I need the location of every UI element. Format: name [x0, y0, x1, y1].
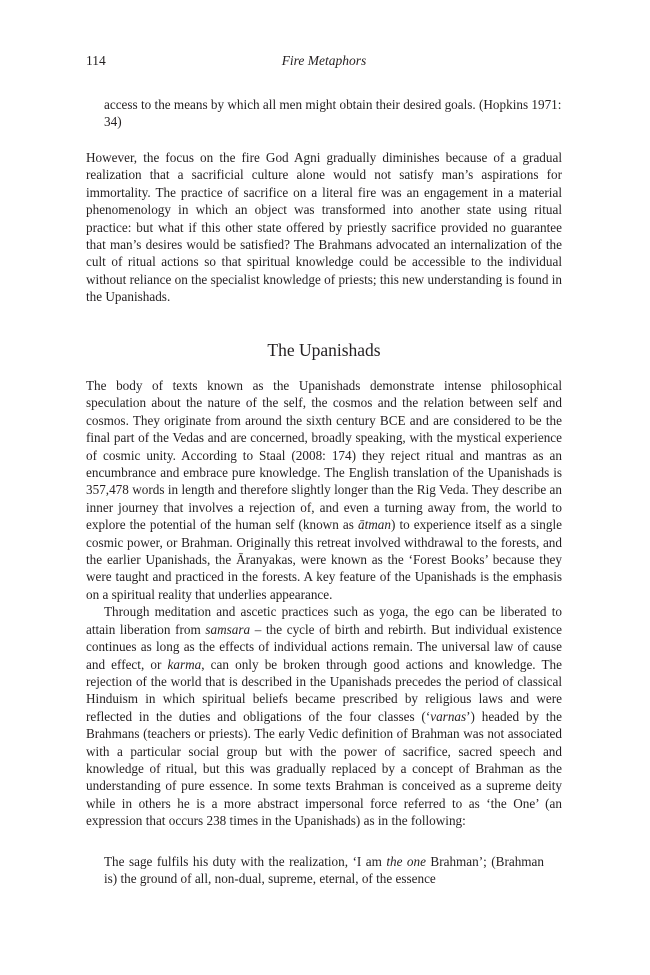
- paragraph-upanishads-intro-part2: ) to experience itself as a single cosmic power, or Brahman. Originally this retreat involved withdrawal to the forests, and the earlier Upanishads, the Āranyakas, were known as the ‘Forest Books’ because they were taught and practiced in the forests. A key feature of the Upanishads is the emphasis on a spiritual reality that underlies appearance.: [86, 517, 562, 602]
- quote-bottom-text: [104, 853, 544, 888]
- term-karma: karma: [167, 656, 202, 672]
- quote-bottom-the-one: the one: [386, 854, 426, 869]
- term-samsara: samsara: [205, 621, 251, 637]
- paragraph-group-upanishads: [86, 377, 562, 830]
- paragraph-liberation-part1: Through meditation and ascetic practices such as yoga, the ego can be liberated to attain liberation from: [86, 604, 562, 637]
- block-quote-bottom: [104, 853, 544, 888]
- paragraph-liberation-part3: , can only be broken through good actions and knowledge. The rejection of the world that is described in the Upanishads precedes the period of classical Hinduism in which spiritual beliefs became prescribed by religious laws and were reflected in the duties and obligations of the four classes (‘: [86, 656, 563, 724]
- paragraph-upanishads-intro-part1: The body of texts known as the Upanishads demonstrate intense philosophical speculation about the nature of the self, the cosmos and the relation between self and cosmos. They originate from around the sixth century BCE and are considered to be the final part of the Vedas and are concerned, broadly speaking, with the mystical experience of cosmic unity. According to Staal (2008: 174) they reject ritual and mantras as an encumbrance and embrace pure knowledge. The English translation of the Upanishads is 357,478 words in length and therefore slightly longer than the Rig Veda. They describe an inner journey that involves a rejection of, and even a turning away from, the world to explore the potential of the human self (known as: [86, 378, 562, 533]
- paragraph-liberation-part2: – the cycle of birth and rebirth. But individual existence continues as long as the effects of individual actions remain. The universal law of cause and effect, or: [86, 621, 562, 672]
- quote-bottom-part2: Brahman’; (Brahman is) the ground of all, non-dual, supreme, eternal, of the essence: [104, 854, 544, 887]
- running-head: [86, 53, 562, 71]
- paragraph-upanishads-intro: [86, 377, 562, 603]
- term-varnas: varnas: [430, 708, 467, 724]
- running-title: Fire Metaphors: [281, 53, 367, 68]
- quote-bottom-part1: The sage fulfils his duty with the realization, ‘I am: [104, 854, 387, 869]
- term-atman: ātman: [357, 517, 391, 533]
- block-quote-top: [104, 96, 562, 131]
- quote-top-text: access to the means by which all men might obtain their desired goals. (Hopkins 1971: 34): [104, 97, 562, 130]
- section-heading: The Upanishads: [267, 340, 381, 360]
- paragraph-liberation: [86, 603, 562, 829]
- paragraph-agni: [86, 149, 562, 306]
- page-number: 114: [86, 53, 106, 68]
- paragraph-liberation-part4: ’) headed by the Brahmans (teachers or priests). The early Vedic definition of Brahman was not associated with a particular social group but with the power of sacrifice, sacred speech and knowledge of ritual, but this was gradually replaced by a concept of Brahman as the understanding of pure essence. In some texts Brahman is conceived as a supreme deity while in others he is a more abstract impersonal force referred to as ‘the One’ (an expression that occurs 238 times in the Upanishads) as in the following:: [86, 708, 562, 829]
- paragraph-agni-text: However, the focus on the fire God Agni gradually diminishes because of a gradual realization that a sacrificial culture alone would not satisfy man’s aspirations for immortality. The practice of sacrifice on a literal fire was an engagement in a material phenomenology in which an object was transformed into another state using ritual practice: but what if this other state offered by priestly sacrifice provided no guarantee that man’s desires would be satisfied? The Brahmans advocated an internalization of the cult of ritual actions so that spiritual knowledge could be accessible to the individual without reliance on the specialist knowledge of priests; this new understanding is found in the Upanishads.: [86, 150, 562, 305]
